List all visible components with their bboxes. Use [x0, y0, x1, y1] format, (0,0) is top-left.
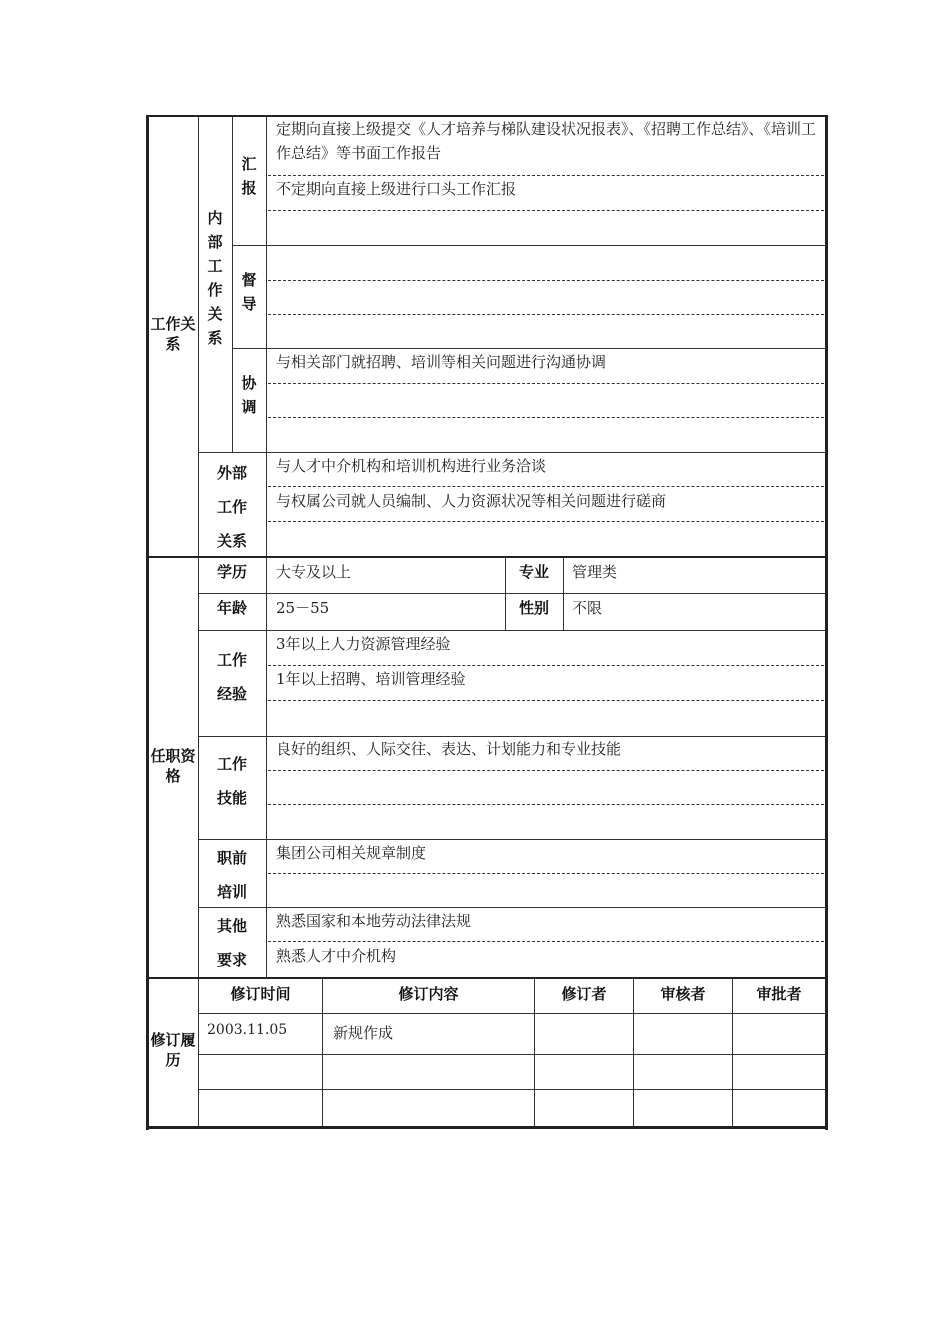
dashed-divider [268, 175, 824, 176]
dashed-divider [268, 521, 824, 522]
coordinate-item-1: 与相关部门就招聘、培训等相关问题进行沟通协调 [276, 353, 607, 371]
external-item-1: 与人才中介机构和培训机构进行业务洽谈 [276, 457, 547, 475]
internal-relations-label: 内部工作关系 [207, 209, 223, 347]
revision-header-time: 修订时间 [230, 985, 291, 1003]
work-relations-section-label: 工作关系 [150, 315, 196, 353]
coordinate-label: 协调 [241, 374, 257, 416]
other-requirements-label: 其他 要求 [216, 917, 247, 969]
revision-header-approver: 审批者 [756, 985, 802, 1003]
row-line [198, 736, 825, 737]
revision-date: 2003.11.05 [207, 1022, 288, 1038]
row-line [198, 907, 825, 908]
report-label: 汇报 [241, 155, 257, 197]
dashed-divider [268, 700, 824, 701]
column-line [266, 117, 267, 556]
dashed-divider [268, 873, 824, 874]
table-bottom-border [146, 1126, 828, 1129]
column-line [198, 117, 199, 556]
external-item-2: 与权属公司就人员编制、人力资源状况等相关问题进行磋商 [276, 492, 667, 510]
revision-header-content: 修订内容 [398, 985, 459, 1003]
age-label: 年龄 [216, 599, 247, 617]
revision-content: 新规作成 [333, 1024, 394, 1042]
column-line [505, 558, 506, 630]
education-value: 大专及以上 [276, 563, 352, 581]
column-line [198, 558, 199, 977]
row-line [232, 245, 825, 246]
dashed-divider [268, 770, 824, 771]
pre-training-label: 职前 培训 [216, 849, 247, 901]
row-line [232, 348, 825, 349]
dashed-divider [268, 804, 824, 805]
column-line [232, 117, 233, 452]
report-item-1: 定期向直接上级提交《人才培养与梯队建设状况报表》、《招聘工作总结》、《培训工作总结》等书面工作报告 [276, 120, 817, 162]
column-line [563, 558, 564, 630]
gender-value: 不限 [572, 599, 603, 617]
qualifications-section-label: 任职资格 [150, 747, 196, 785]
dashed-divider [268, 417, 824, 418]
dashed-divider [268, 383, 824, 384]
experience-item-2: 1年以上招聘、培训管理经验 [276, 670, 466, 688]
external-relations-label: 外部 工作 关系 [216, 464, 247, 550]
row-line [198, 839, 825, 840]
revision-header-reviser: 修订者 [561, 985, 607, 1003]
row-line [198, 452, 825, 453]
row-line [198, 1013, 825, 1014]
column-line [266, 558, 267, 977]
education-label: 学历 [216, 563, 247, 581]
dashed-divider [268, 941, 824, 942]
report-item-2: 不定期向直接上级进行口头工作汇报 [276, 180, 517, 198]
experience-item-1: 3年以上人力资源管理经验 [276, 635, 451, 653]
age-value: 25－55 [276, 599, 330, 617]
dashed-divider [268, 210, 824, 211]
experience-label: 工作 经验 [216, 651, 247, 703]
dashed-divider [268, 280, 824, 281]
section-divider [146, 977, 828, 979]
major-label: 专业 [518, 563, 549, 581]
gender-label: 性别 [518, 599, 549, 617]
row-line [198, 1089, 825, 1090]
skills-item-1: 良好的组织、人际交往、表达、计划能力和专业技能 [276, 740, 622, 758]
other-item-1: 熟悉国家和本地劳动法律法规 [276, 912, 472, 930]
row-line [198, 630, 825, 631]
skills-label: 工作 技能 [216, 755, 247, 807]
major-value: 管理类 [572, 563, 618, 581]
pre-training-item-1: 集团公司相关规章制度 [276, 844, 427, 862]
dashed-divider [268, 486, 824, 487]
revision-header-reviewer: 审核者 [660, 985, 706, 1003]
dashed-divider [268, 665, 824, 666]
revision-section-label: 修订履历 [150, 1031, 196, 1069]
row-line [198, 1054, 825, 1055]
dashed-divider [268, 314, 824, 315]
supervise-label: 督导 [241, 271, 257, 313]
row-line [198, 593, 825, 594]
other-item-2: 熟悉人才中介机构 [276, 947, 397, 965]
